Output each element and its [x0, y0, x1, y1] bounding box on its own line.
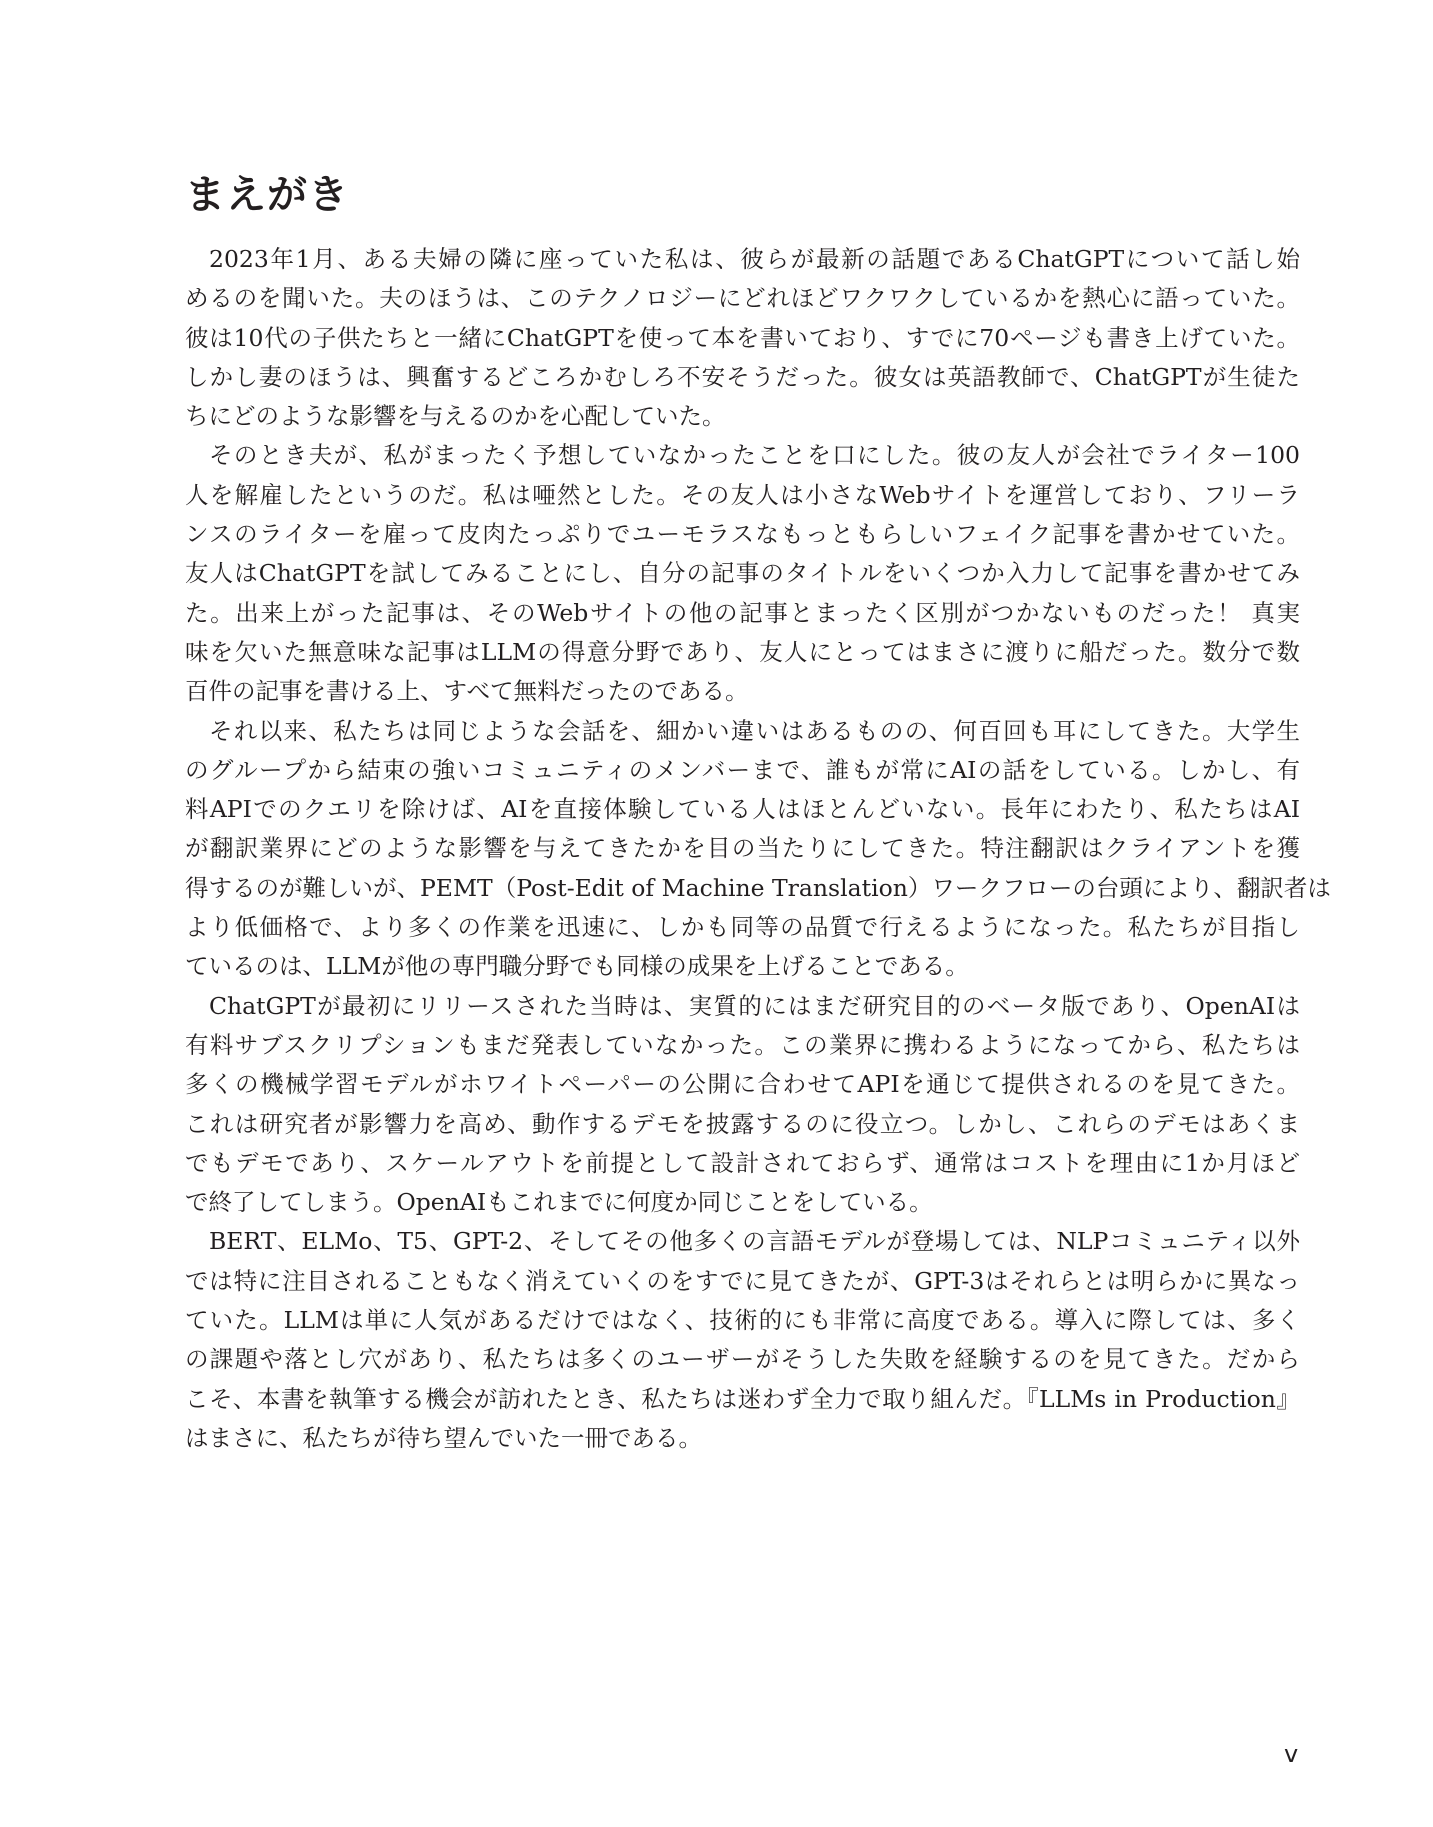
text-line: ていた。LLMは単に人気があるだけではなく、技術的にも非常に高度である。導入に際しては、多く: [185, 1306, 1300, 1335]
text-line: 有料サブスクリプションもまだ発表していなかった。この業界に携わるようになってから、私たちは: [185, 1030, 1300, 1059]
paragraph: [185, 240, 1300, 436]
body-text: [185, 240, 1331, 1458]
text-line: が翻訳業界にどのような影響を与えてきたかを目の当たりにしてきた。特注翻訳はクライアントを獲: [185, 834, 1300, 863]
text-line: こそ、本書を執筆する機会が訪れたとき、私たちは迷わず全力で取り組んだ。『LLMs in Production』: [185, 1384, 1300, 1413]
paragraph: [185, 1222, 1300, 1458]
text-line: しかし妻のほうは、興奮するどころかむしろ不安そうだった。彼女は英語教師で、ChatGPTが生徒た: [185, 362, 1300, 391]
text-line: はまさに、私たちが待ち望んでいた一冊である。: [185, 1423, 702, 1452]
page-number: v: [1284, 1740, 1299, 1768]
text-line: 友人はChatGPTを試してみることにし、自分の記事のタイトルをいくつか入力して記事を書かせてみ: [185, 559, 1300, 588]
text-line: では特に注目されることもなく消えていくのをすでに見てきたが、GPT-3はそれらとは明らかに異なっ: [185, 1266, 1300, 1295]
text-line: そのとき夫が、私がまったく予想していなかったことを口にした。彼の友人が会社でライター100: [209, 441, 1300, 470]
text-line: でもデモであり、スケールアウトを前提として設計されておらず、通常はコストを理由に1か月ほど: [185, 1148, 1300, 1177]
text-line: ているのは、LLMが他の専門職分野でも同様の成果を上げることである。: [185, 952, 969, 981]
text-line: それ以来、私たちは同じような会話を、細かい違いはあるものの、何百回も耳にしてきた。大学生: [209, 716, 1300, 745]
paragraph: [185, 436, 1300, 711]
text-line: で終了してしまう。OpenAIもこれまでに何度か同じことをしている。: [185, 1188, 933, 1217]
text-line: 2023年1月、ある夫婦の隣に座っていた私は、彼らが最新の話題であるChatGPTについて話し始: [209, 245, 1300, 273]
paragraph: [185, 712, 1331, 987]
text-line: めるのを聞いた。夫のほうは、このテクノロジーにどれほどワクワクしているかを熱心に語っていた。: [185, 284, 1300, 313]
text-line: の課題や落とし穴があり、私たちは多くのユーザーがそうした失敗を経験するのを見てきた。だから: [185, 1345, 1300, 1374]
text-line: 人を解雇したというのだ。私は唖然とした。その友人は小さなWebサイトを運営しており、フリーラ: [185, 480, 1300, 509]
text-line: これは研究者が影響力を高め、動作するデモを披露するのに役立つ。しかし、これらのデモはあくま: [185, 1109, 1300, 1138]
text-line: 得するのが難しいが、PEMT（Post-Edit of Machine Translation）ワークフローの台頭により、翻訳者は: [185, 873, 1331, 902]
page-title: まえがき: [185, 172, 349, 218]
text-line: より低価格で、より多くの作業を迅速に、しかも同等の品質で行えるようになった。私たちが目指し: [185, 913, 1300, 942]
text-line: ChatGPTが最初にリリースされた当時は、実質的にはまだ研究目的のベータ版であり、OpenAIは: [209, 991, 1300, 1020]
text-line: 料APIでのクエリを除けば、AIを直接体験している人はほとんどいない。長年にわたり、私たちはAI: [185, 795, 1300, 824]
text-line: 百件の記事を書ける上、すべて無料だったのである。: [185, 677, 749, 706]
text-line: ンスのライターを雇って皮肉たっぷりでユーモラスなもっともらしいフェイク記事を書かせていた。: [185, 520, 1300, 549]
text-line: BERT、ELMo、T5、GPT-2、そしてその他多くの言語モデルが登場しては、NLPコミュニティ以外: [209, 1227, 1300, 1256]
paragraph: [185, 987, 1300, 1223]
text-line: ちにどのような影響を与えるのかを心配していた。: [185, 402, 726, 431]
text-line: のグループから結束の強いコミュニティのメンバーまで、誰もが常にAIの話をしている。しかし、有: [185, 755, 1300, 784]
text-line: 味を欠いた無意味な記事はLLMの得意分野であり、友人にとってはまさに渡りに船だった。数分で数: [185, 637, 1300, 666]
text-line: 彼は10代の子供たちと一緒にChatGPTを使って本を書いており、すでに70ページも書き上げていた。: [185, 323, 1300, 352]
text-line: た。出来上がった記事は、そのWebサイトの他の記事とまったく区別がつかないものだった！ 真実: [185, 598, 1300, 627]
text-line: 多くの機械学習モデルがホワイトペーパーの公開に合わせてAPIを通じて提供されるのを見てきた。: [185, 1070, 1300, 1099]
